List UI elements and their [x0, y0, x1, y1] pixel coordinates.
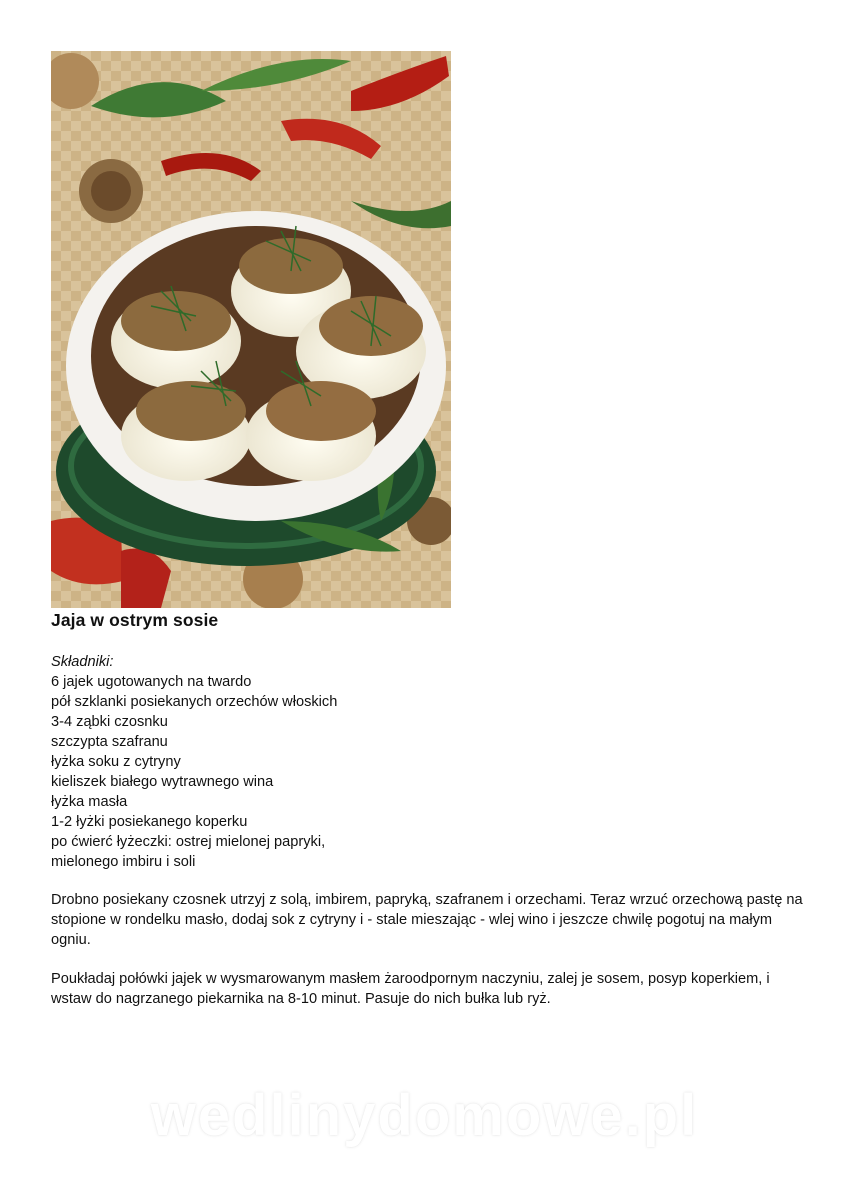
ingredient-item: mielonego imbiru i soli	[51, 854, 196, 870]
recipe-title: Jaja w ostrym sosie	[51, 610, 219, 630]
instructions-paragraph-2: Poukładaj połówki jajek w wysmarowanym masłem żaroodpornym naczyniu, zalej je sosem, posyp koperkiem, i wstaw do nagrzanego piekarnika na 8-10 minut. Pasuje do nich bułka lub ryż.	[51, 971, 770, 1007]
ingredient-item: łyżka soku z cytryny	[51, 754, 181, 770]
ingredient-item: 3-4 ząbki czosnku	[51, 714, 168, 730]
ingredient-item: 6 jajek ugotowanych na twardo	[51, 674, 252, 690]
watermark: wedlinydomowe.pl	[150, 1083, 699, 1148]
ingredients-list	[51, 672, 337, 872]
ingredient-item: pół szklanki posiekanych orzechów włoskich	[51, 694, 338, 710]
ingredient-item: po ćwierć łyżeczki: ostrej mielonej papryki,	[51, 834, 326, 850]
ingredient-item: kieliszek białego wytrawnego wina	[51, 774, 274, 790]
instructions-paragraph-1: Drobno posiekany czosnek utrzyj z solą, imbirem, papryką, szafranem i orzechami. Teraz wrzuć orzechową pastę na stopione w rondelku masło, dodaj sok z cytryny i - stale mieszając - wlej wino i jeszcze chwilę pogotuj na małym ogniu.	[51, 892, 803, 948]
ingredient-item: szczypta szafranu	[51, 734, 168, 750]
ingredients-section	[51, 652, 337, 872]
dish-photo	[51, 51, 451, 608]
ingredient-item: łyżka masła	[51, 794, 128, 810]
ingredient-item: 1-2 łyżki posiekanego koperku	[51, 814, 248, 830]
ingredients-label: Składniki:	[51, 654, 114, 670]
